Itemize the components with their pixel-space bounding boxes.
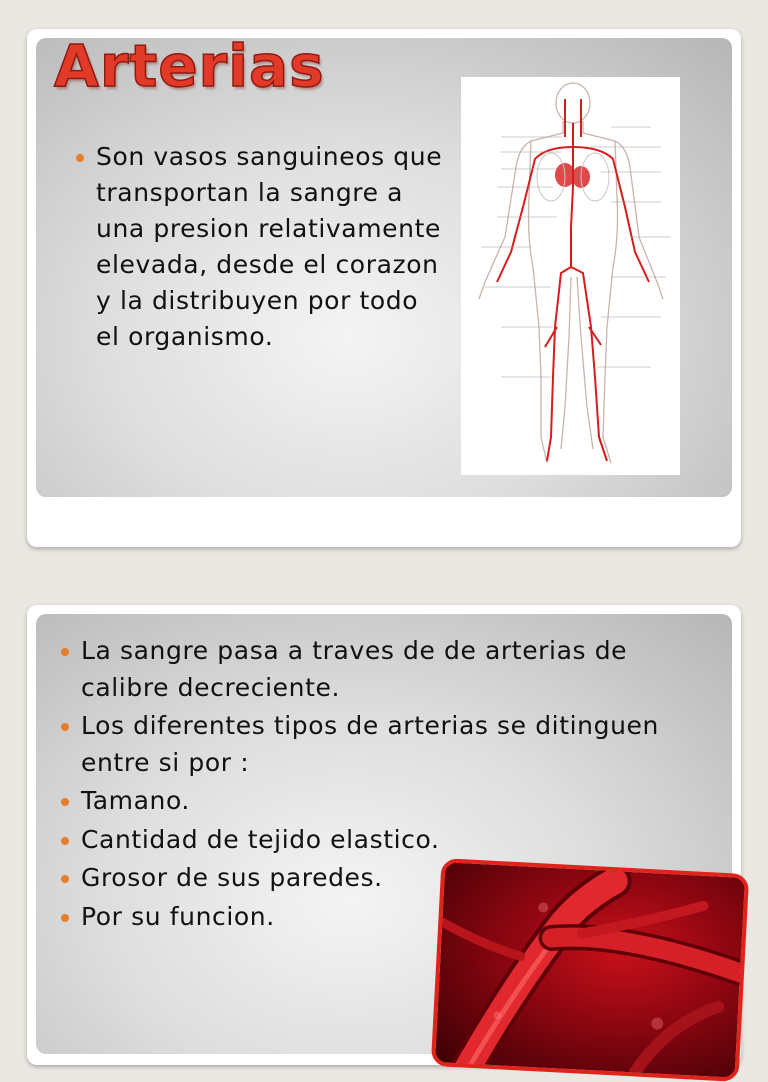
bullet-list [96, 139, 446, 355]
bullet-text: Grosor de sus paredes. [81, 863, 383, 892]
slide-title: Arterias [54, 38, 325, 100]
bullet-item [81, 708, 721, 781]
bullet-icon [61, 723, 69, 731]
bullet-text: Por su funcion. [81, 901, 275, 931]
bullet-icon [61, 837, 69, 845]
bullet-icon [61, 875, 69, 883]
bullet-icon [61, 914, 69, 922]
bullet-text: Son vasos sanguineos que transportan la sangre a una presion relativamente elevada, desde el corazon y la distribuyen por todo el organismo. [96, 142, 443, 351]
slide-1-content [36, 38, 732, 497]
bullet-item [81, 783, 721, 820]
bullet-text: Los diferentes tipos de arterias se ditinguen entre si por : [81, 711, 659, 777]
human-circulatory-system-icon [461, 77, 680, 475]
slide-1[interactable] [27, 29, 741, 547]
bullet-item [96, 139, 446, 355]
blood-vessels-icon [435, 862, 745, 1077]
bullet-icon [61, 798, 69, 806]
bullet-text: Tamano. [81, 786, 190, 815]
bullet-text: Cantidad de tejido elastico. [81, 824, 440, 854]
bullet-text: La sangre pasa a traves de de arterias de calibre decreciente. [81, 636, 628, 702]
bullet-item [81, 822, 721, 859]
bullet-icon [76, 154, 84, 162]
bullet-icon [61, 648, 69, 656]
circulatory-system-diagram [461, 77, 680, 475]
blood-vessels-photo [431, 858, 749, 1082]
bullet-item [81, 633, 721, 706]
